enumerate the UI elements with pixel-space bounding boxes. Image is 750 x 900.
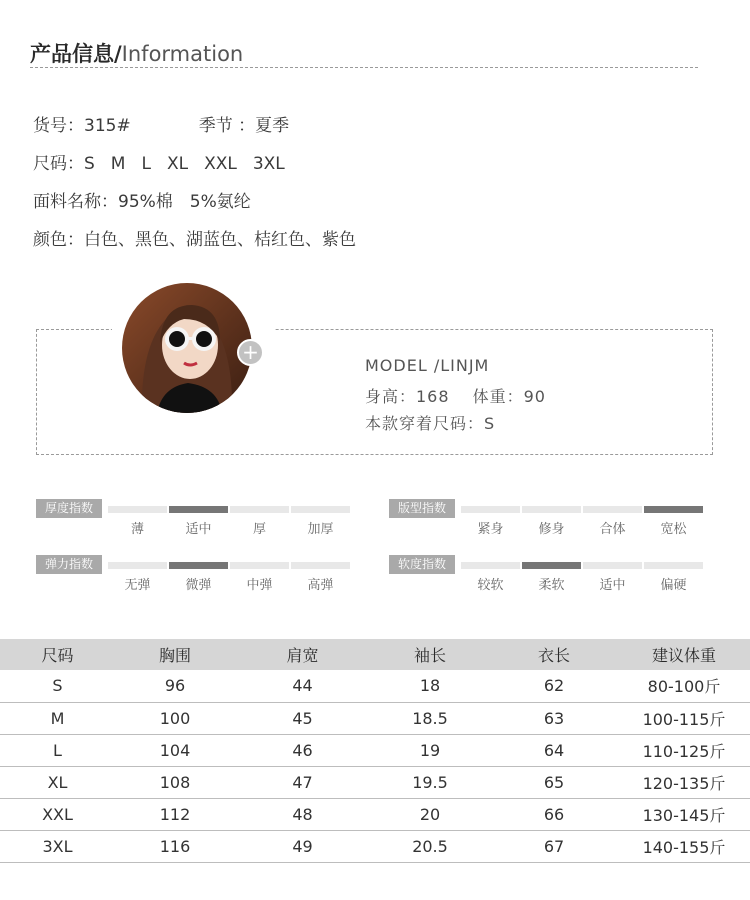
meter-segment [522, 506, 581, 513]
meter-segment [291, 506, 350, 513]
table-row [0, 798, 750, 830]
table-cell: 47 [235, 766, 370, 798]
table-cell: 66 [490, 798, 618, 830]
table-row [0, 830, 750, 862]
table-cell: 18 [370, 670, 490, 702]
table-cell: XL [0, 766, 115, 798]
table-cell: L [0, 734, 115, 766]
table-header-cell: 肩宽 [235, 639, 370, 670]
table-cell: 110-125斤 [618, 734, 750, 766]
colors-line: 颜色：白色、黑色、湖蓝色、桔红色、紫色 [33, 230, 356, 250]
table-cell: 48 [235, 798, 370, 830]
section-title [30, 38, 243, 68]
meter-segment-active [644, 506, 703, 513]
size-option: L [141, 154, 151, 174]
table-cell: S [0, 670, 115, 702]
table-header-cell: 衣长 [490, 639, 618, 670]
table-cell: 100-115斤 [618, 702, 750, 734]
table-cell: 116 [115, 830, 235, 862]
table-header-cell: 尺码 [0, 639, 115, 670]
meter-segment [230, 562, 289, 569]
table-cell: 112 [115, 798, 235, 830]
table-cell: 63 [490, 702, 618, 734]
table-cell: 45 [235, 702, 370, 734]
meter-segment [644, 562, 703, 569]
fit-meter [389, 499, 709, 539]
sizes-label: 尺码： [33, 154, 84, 174]
table-row [0, 670, 750, 702]
season: 季节 ：夏季 [198, 116, 290, 136]
table-header-cell: 袖长 [370, 639, 490, 670]
table-cell: 65 [490, 766, 618, 798]
table-header-row [0, 639, 750, 670]
table-cell: M [0, 702, 115, 734]
meter-label: 软度指数 [389, 555, 455, 574]
thickness-meter [36, 499, 356, 539]
meter-segment [291, 562, 350, 569]
table-cell: 3XL [0, 830, 115, 862]
meter-option: 合体 [599, 522, 626, 537]
meter-segment-active [522, 562, 581, 569]
table-cell: 20 [370, 798, 490, 830]
meter-segment [108, 506, 167, 513]
table-cell: XXL [0, 798, 115, 830]
meter-segment [461, 562, 520, 569]
size-table [0, 639, 750, 863]
meter-option: 适中 [185, 522, 212, 537]
meter-option: 中弹 [246, 578, 273, 593]
table-row [0, 702, 750, 734]
table-cell: 130-145斤 [618, 798, 750, 830]
size-option: 3XL [252, 154, 285, 174]
meter-option: 薄 [130, 522, 144, 537]
meter-segment-active [169, 506, 228, 513]
info-line-item-season [33, 111, 289, 136]
meter-segment [583, 562, 642, 569]
info-line-sizes [33, 149, 301, 174]
table-cell: 62 [490, 670, 618, 702]
table-cell: 120-135斤 [618, 766, 750, 798]
model-avatar [122, 283, 252, 413]
meter-option: 较软 [477, 578, 504, 593]
meter-segment [583, 506, 642, 513]
table-cell: 108 [115, 766, 235, 798]
meter-option: 适中 [599, 578, 626, 593]
meter-option: 偏硬 [660, 578, 687, 593]
meter-option: 加厚 [307, 522, 334, 537]
meter-option: 微弹 [185, 578, 212, 593]
table-cell: 19.5 [370, 766, 490, 798]
softness-meter [389, 555, 709, 595]
meter-segment [108, 562, 167, 569]
table-row [0, 766, 750, 798]
meter-option: 无弹 [124, 578, 151, 593]
meter-option: 柔软 [538, 578, 565, 593]
table-cell: 20.5 [370, 830, 490, 862]
meter-option: 紧身 [477, 522, 504, 537]
meter-segment [230, 506, 289, 513]
model-height-weight: 身高：168 体重：90 [365, 387, 546, 406]
model-wearing-size: 本款穿着尺码：S [365, 414, 496, 433]
fabric-line: 面料名称：95%棉 5%氨纶 [33, 192, 251, 212]
table-cell: 64 [490, 734, 618, 766]
size-option: M [110, 154, 126, 174]
table-cell: 18.5 [370, 702, 490, 734]
meter-option: 宽松 [660, 522, 687, 537]
meter-segment [461, 506, 520, 513]
meter-label: 弹力指数 [36, 555, 102, 574]
table-cell: 49 [235, 830, 370, 862]
table-header-cell: 建议体重 [618, 639, 750, 670]
meter-segment-active [169, 562, 228, 569]
elasticity-meter [36, 555, 356, 595]
table-cell: 104 [115, 734, 235, 766]
meter-label: 厚度指数 [36, 499, 102, 518]
meter-option: 修身 [538, 522, 565, 537]
table-cell: 96 [115, 670, 235, 702]
table-header-cell: 胸围 [115, 639, 235, 670]
item-number: 货号：315# [33, 116, 131, 136]
size-option: S [84, 154, 95, 174]
meter-label: 版型指数 [389, 499, 455, 518]
model-name: MODEL /LINJM [365, 356, 490, 375]
table-cell: 140-155斤 [618, 830, 750, 862]
meter-option: 厚 [252, 522, 266, 537]
section-title-en: Information [121, 42, 244, 66]
meter-option: 高弹 [307, 578, 334, 593]
size-option: XL [166, 154, 189, 174]
table-cell: 19 [370, 734, 490, 766]
plus-icon: + [237, 339, 264, 366]
table-cell: 44 [235, 670, 370, 702]
table-row [0, 734, 750, 766]
table-cell: 46 [235, 734, 370, 766]
section-title-cn: 产品信息/ [30, 42, 122, 66]
title-divider [30, 67, 698, 68]
table-cell: 67 [490, 830, 618, 862]
table-cell: 80-100斤 [618, 670, 750, 702]
size-option: XXL [204, 154, 237, 174]
table-cell: 100 [115, 702, 235, 734]
